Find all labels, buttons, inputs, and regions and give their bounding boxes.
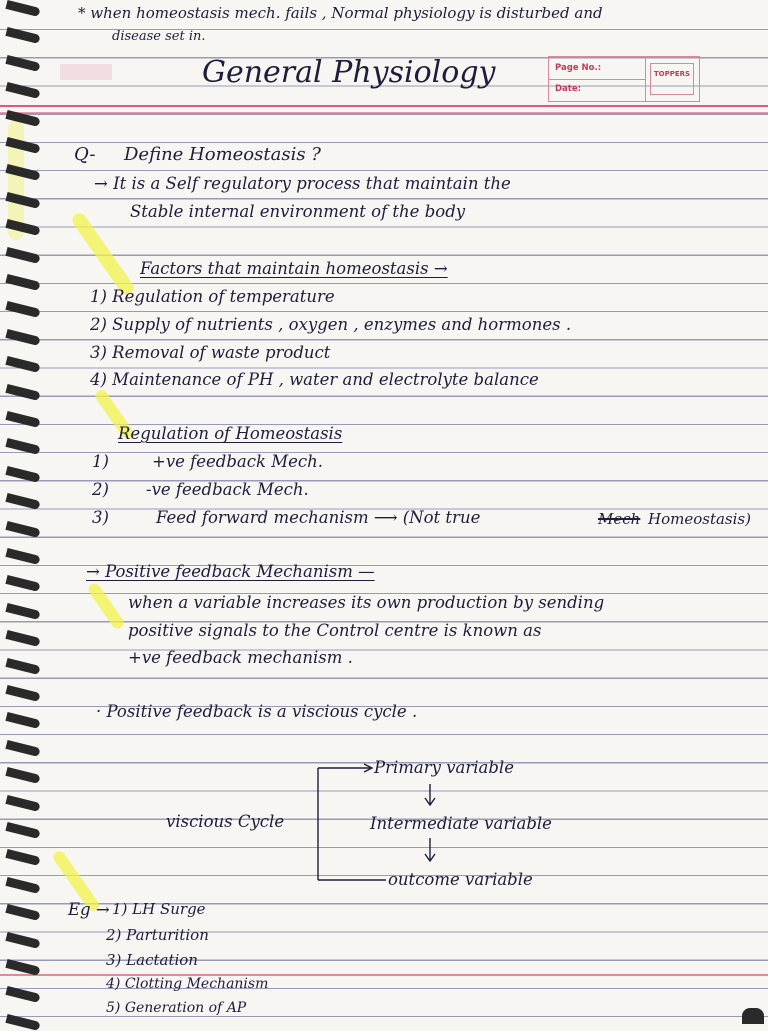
positive-heading: → Positive feedback Mechanism — [86, 562, 375, 581]
spiral-hole [5, 575, 40, 592]
header-note-line1: * when homeostasis mech. fails , Normal physiology is disturbed and [78, 4, 603, 22]
spiral-hole [5, 740, 40, 757]
regulation-item: +ve feedback Mech. [152, 452, 324, 471]
spiral-hole [5, 712, 40, 729]
question-prefix: Q- [74, 144, 96, 165]
spiral-hole [5, 932, 40, 949]
spiral-hole [5, 904, 40, 921]
spiral-hole [5, 685, 40, 702]
page-title: General Physiology [202, 55, 496, 90]
margin-red-line-2 [0, 112, 768, 114]
spiral-binding [0, 0, 46, 1024]
spiral-hole [5, 822, 40, 839]
spiral-hole [5, 329, 40, 346]
vicious-cycle-note: · Positive feedback is a viscious cycle . [96, 702, 418, 721]
spiral-hole [5, 548, 40, 565]
page-no-label: Page No.: [555, 63, 602, 73]
watermark-logo [60, 64, 112, 80]
regulation-item: -ve feedback Mech. [146, 480, 309, 499]
positive-definition-line2: positive signals to the Control centre is known as [128, 621, 542, 640]
factor-item: 3) Removal of waste product [90, 343, 331, 362]
logo-text: TOPPERS [653, 70, 691, 78]
cycle-intermediate-variable: Intermediate variable [370, 814, 552, 833]
factors-heading: Factors that maintain homeostasis → [140, 259, 448, 278]
spiral-hole [5, 630, 40, 647]
highlight-mark [86, 581, 126, 630]
page-corner-mark [742, 1008, 764, 1024]
answer-line2: Stable internal environment of the body [130, 202, 466, 221]
regulation-num: 2) [92, 480, 109, 499]
spiral-hole [5, 466, 40, 483]
struck-word: Mech [598, 510, 641, 528]
example-item: 3) Lactation [106, 951, 198, 969]
factor-item: 1) Regulation of temperature [90, 287, 335, 306]
spiral-hole [5, 247, 40, 264]
positive-definition-line1: when a variable increases its own production by sending [128, 593, 605, 612]
spiral-hole [5, 55, 40, 72]
spiral-hole [5, 493, 40, 510]
example-item: 5) Generation of AP [106, 1000, 247, 1016]
answer-line1: → It is a Self regulatory process that maintain the [94, 174, 511, 193]
toppers-logo [650, 63, 694, 95]
spiral-hole [5, 959, 40, 976]
stamp-divider-vertical [645, 57, 646, 101]
spiral-hole [5, 438, 40, 455]
regulation-item: Feed forward mechanism ⟶ (Not true [156, 508, 481, 527]
spiral-hole [5, 192, 40, 209]
spiral-hole [5, 877, 40, 894]
examples-prefix: Eg → [68, 900, 110, 919]
spiral-hole [5, 767, 40, 784]
spiral-hole [5, 1014, 40, 1031]
spiral-hole [5, 274, 40, 291]
page-stamp-box [548, 56, 700, 102]
regulation-num: 1) [92, 452, 109, 471]
regulation-heading: Regulation of Homeostasis [118, 424, 343, 443]
spiral-hole [5, 82, 40, 99]
header-note-line2: disease set in. [112, 29, 206, 44]
example-item: 4) Clotting Mechanism [106, 976, 269, 992]
spiral-hole [5, 219, 40, 236]
example-item: 2) Parturition [106, 926, 209, 944]
spiral-hole [5, 356, 40, 373]
margin-red-line [0, 105, 768, 107]
spiral-hole [5, 658, 40, 675]
spiral-hole [5, 849, 40, 866]
stamp-divider [549, 79, 645, 80]
cycle-outcome-variable: outcome variable [388, 870, 533, 889]
spiral-hole [5, 0, 40, 17]
regulation-tail: Homeostasis) [648, 510, 751, 528]
highlight-mark [70, 211, 137, 298]
example-item: 1) LH Surge [112, 900, 206, 918]
spiral-hole [5, 110, 40, 127]
spiral-hole [5, 27, 40, 44]
spiral-hole [5, 164, 40, 181]
spiral-hole [5, 411, 40, 428]
cycle-label: viscious Cycle [166, 812, 285, 831]
spiral-hole [5, 521, 40, 538]
spiral-hole [5, 137, 40, 154]
spiral-hole [5, 384, 40, 401]
spiral-hole [5, 603, 40, 620]
factor-item: 2) Supply of nutrients , oxygen , enzymes and hormones . [90, 315, 572, 334]
regulation-num: 3) [92, 508, 109, 527]
spiral-hole [5, 301, 40, 318]
positive-definition-line3: +ve feedback mechanism . [128, 648, 353, 667]
factor-item: 4) Maintenance of PH , water and electrolyte balance [90, 370, 539, 389]
question-text: Define Homeostasis ? [124, 144, 321, 165]
cycle-primary-variable: Primary variable [374, 758, 514, 777]
date-label: Date: [555, 84, 582, 94]
spiral-hole [5, 986, 40, 1003]
spiral-hole [5, 795, 40, 812]
